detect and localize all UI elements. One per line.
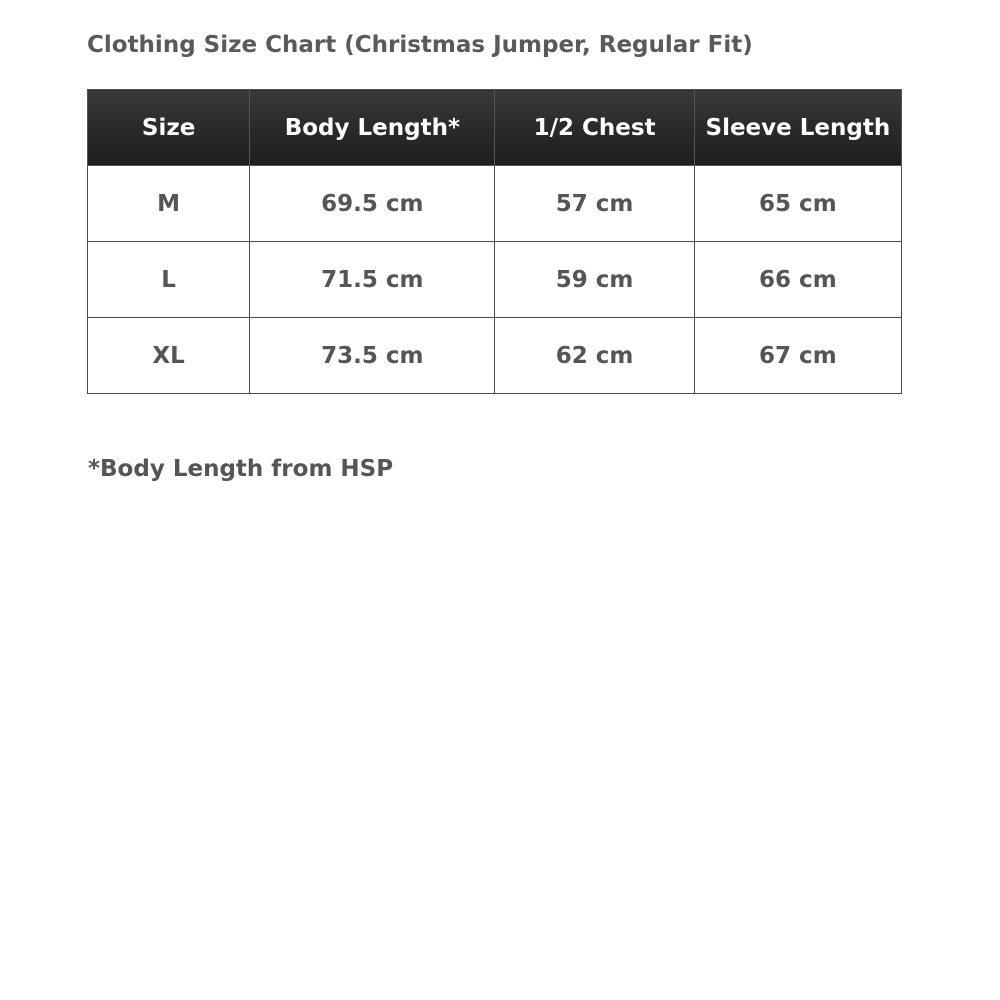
cell-sleeve-length: 66 cm xyxy=(694,242,901,318)
table-row xyxy=(88,166,902,242)
cell-half-chest: 62 cm xyxy=(495,318,694,394)
cell-size: XL xyxy=(88,318,250,394)
cell-body-length: 69.5 cm xyxy=(250,166,495,242)
header-body-length: Body Length* xyxy=(250,90,495,166)
table-row xyxy=(88,318,902,394)
size-chart-table xyxy=(87,89,902,394)
header-row xyxy=(88,90,902,166)
header-half-chest: 1/2 Chest xyxy=(495,90,694,166)
header-sleeve-length: Sleeve Length xyxy=(694,90,901,166)
cell-half-chest: 59 cm xyxy=(495,242,694,318)
table-row xyxy=(88,242,902,318)
cell-sleeve-length: 67 cm xyxy=(694,318,901,394)
cell-half-chest: 57 cm xyxy=(495,166,694,242)
cell-body-length: 71.5 cm xyxy=(250,242,495,318)
cell-size: M xyxy=(88,166,250,242)
table-header xyxy=(88,90,902,166)
footnote: *Body Length from HSP xyxy=(88,456,394,482)
cell-body-length: 73.5 cm xyxy=(250,318,495,394)
page-title: Clothing Size Chart (Christmas Jumper, Regular Fit) xyxy=(87,32,753,58)
header-size: Size xyxy=(88,90,250,166)
cell-size: L xyxy=(88,242,250,318)
cell-sleeve-length: 65 cm xyxy=(694,166,901,242)
table-body xyxy=(88,166,902,394)
